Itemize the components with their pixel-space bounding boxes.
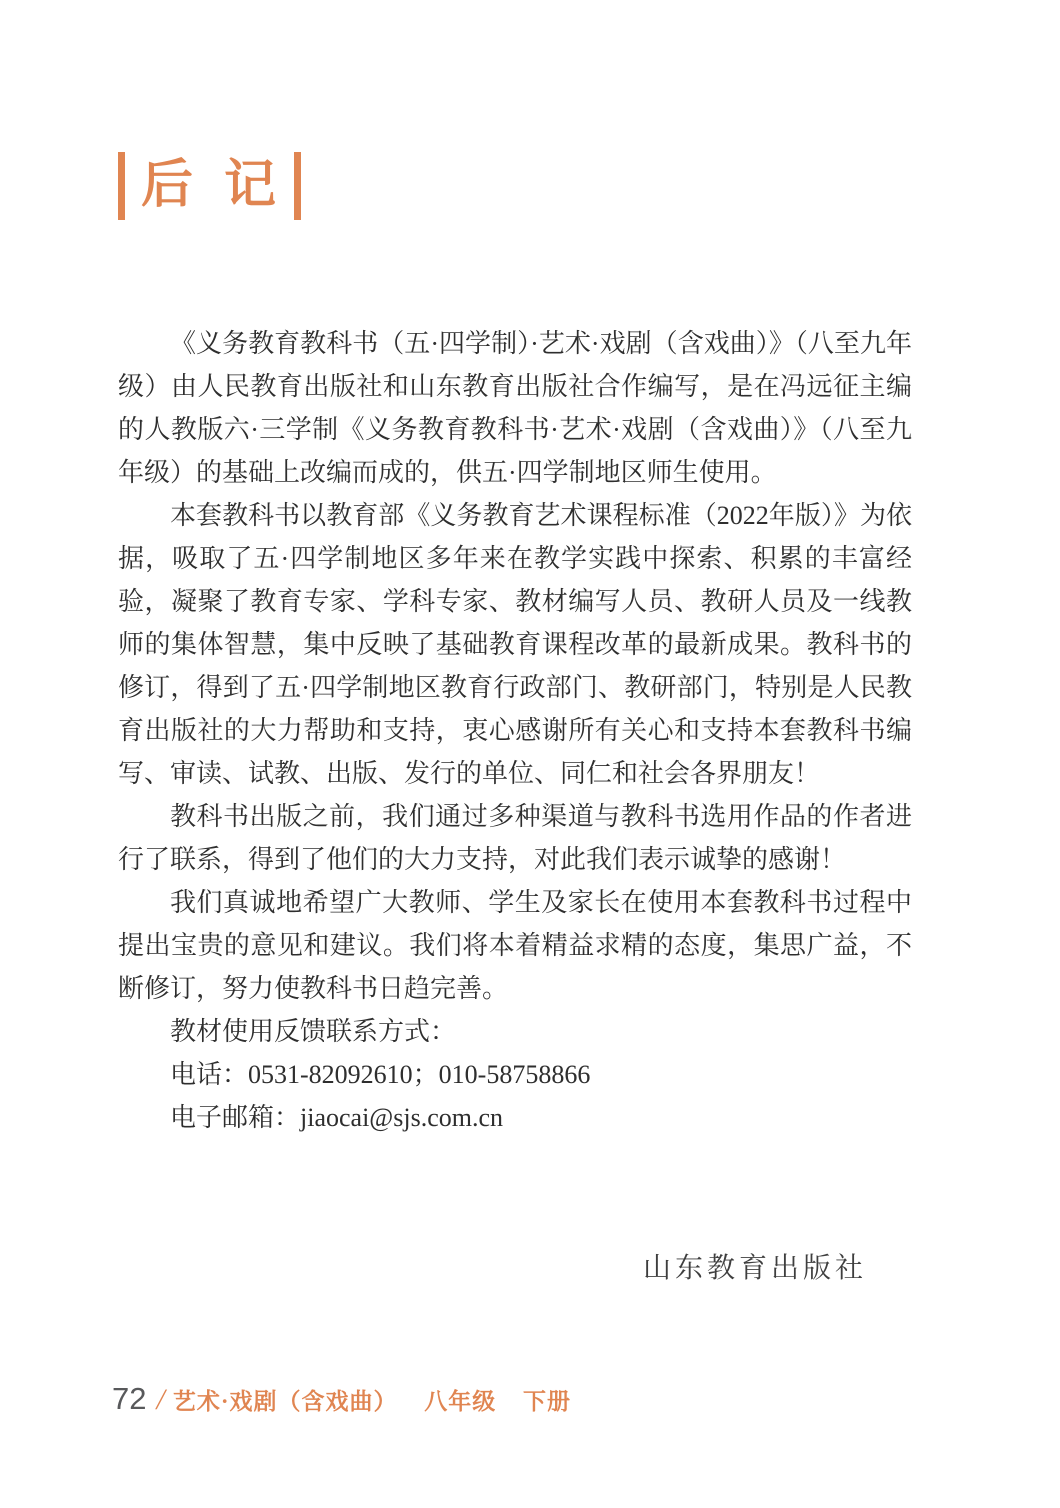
- phone-line: 电话：0531-82092610；010-58758866: [170, 1060, 591, 1089]
- volume-label: 下册: [523, 1389, 571, 1414]
- title-block: [118, 152, 301, 220]
- title-rule-left: [118, 152, 125, 220]
- book-info: [173, 1383, 571, 1416]
- contact-heading: 教材使用反馈联系方式：: [170, 1017, 457, 1046]
- paragraph-feedback-request: 我们真诚地希望广大教师、学生及家长在使用本套教科书过程中提出宝贵的意见和建议。我们将本着精益求精的态度，集思广益，不断修订，努力使教科书日趋完善。: [118, 888, 912, 1003]
- paragraph-intro: 《义务教育教科书（五·四学制）·艺术·戏剧（含戏曲）》（八至九年级）由人民教育出版社和山东教育出版社合作编写，是在冯远征主编的人教版六·三学制《义务教育教科书·艺术·戏剧（含戏曲）》（八至九年级）的基础上改编而成的，供五·四学制地区师生使用。: [118, 329, 912, 487]
- grade-label: 八年级: [424, 1389, 497, 1414]
- publisher-name: 山东教育出版社: [642, 1252, 867, 1283]
- footer-separator: /: [156, 1383, 165, 1416]
- paragraph-standards: 本套教科书以教育部《义务教育艺术课程标准（2022年版）》为依据，吸取了五·四学制地区多年来在教学实践中探索、积累的丰富经验，凝聚了教育专家、学科专家、教材编写人员、教研人员及一线教师的集体智慧，集中反映了基础教育课程改革的最新成果。教科书的修订，得到了五·四学制地区教育行政部门、教研部门，特别是人民教育出版社的大力帮助和支持，衷心感谢所有关心和支持本套教科书编写、审读、试教、出版、发行的单位、同仁和社会各界朋友！: [118, 501, 912, 788]
- book-series-label: 艺术·戏剧（含戏曲）: [172, 1389, 398, 1414]
- page-footer: [112, 1381, 571, 1417]
- paragraph-authors-thanks: 教科书出版之前，我们通过多种渠道与教科书选用作品的作者进行了联系，得到了他们的大力支持，对此我们表示诚挚的感谢！: [118, 802, 912, 874]
- page-title: 后 记: [141, 157, 279, 214]
- page-number: 72: [112, 1381, 147, 1416]
- title-rule-right: [294, 152, 301, 220]
- email-line: 电子邮箱：jiaocai@sjs.com.cn: [170, 1103, 503, 1132]
- body-text: [118, 322, 912, 1139]
